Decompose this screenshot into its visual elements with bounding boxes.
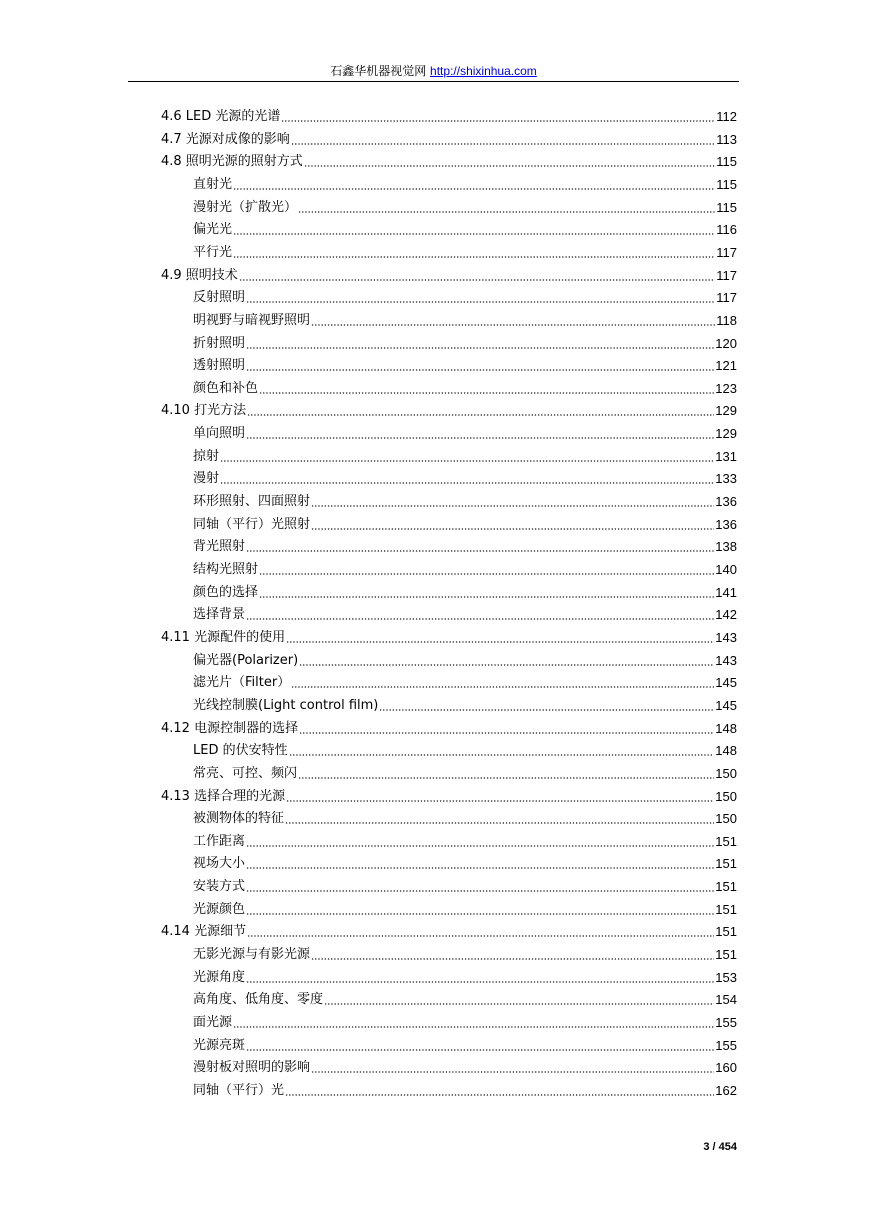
toc-entry-title: 安装方式 <box>193 879 246 895</box>
toc-entry-page: 151 <box>715 901 737 917</box>
toc-entry-title: 工作距离 <box>193 833 246 849</box>
toc-entry-page: 143 <box>715 629 737 645</box>
toc-entry-title: 4.9 照明技术 <box>161 267 238 283</box>
toc-leader-dots <box>233 232 715 236</box>
toc-entry[interactable] <box>193 1033 737 1055</box>
toc-entry-title: 4.12 电源控制器的选择 <box>161 720 299 736</box>
toc-entry-page: 129 <box>715 403 737 419</box>
toc-entry[interactable] <box>193 874 737 896</box>
toc-entry-title: 漫射 <box>193 471 220 487</box>
toc-leader-dots <box>286 799 714 803</box>
toc-entry-title: 4.11 光源配件的使用 <box>161 629 286 645</box>
toc-entry[interactable] <box>161 625 737 647</box>
toc-entry-page: 115 <box>716 176 737 192</box>
toc-leader-dots <box>246 617 714 621</box>
toc-entry-title: 光源亮斑 <box>193 1037 246 1053</box>
toc-leader-dots <box>304 164 715 168</box>
toc-entry-title: 视场大小 <box>193 856 246 872</box>
toc-entry[interactable] <box>193 851 737 873</box>
toc-entry[interactable] <box>161 149 737 171</box>
toc-entry[interactable] <box>193 308 737 330</box>
toc-entry[interactable] <box>161 127 737 149</box>
toc-entry-page: 120 <box>715 335 737 351</box>
toc-entry-page: 118 <box>716 312 737 328</box>
toc-entry-title: 透射照明 <box>193 358 246 374</box>
toc-entry[interactable] <box>193 489 737 511</box>
toc-entry-title: LED 的伏安特性 <box>193 743 288 759</box>
toc-entry-title: 偏光器(Polarizer) <box>193 652 299 668</box>
toc-leader-dots <box>379 708 714 712</box>
toc-entry-page: 160 <box>715 1060 737 1076</box>
toc-entry-page: 151 <box>715 947 737 963</box>
toc-leader-dots <box>233 187 715 191</box>
toc-entry[interactable] <box>161 104 737 126</box>
toc-entry[interactable] <box>161 784 737 806</box>
toc-entry-page: 153 <box>715 969 737 985</box>
toc-leader-dots <box>246 300 715 304</box>
toc-entry-page: 129 <box>715 426 737 442</box>
toc-entry[interactable] <box>193 942 737 964</box>
toc-entry[interactable] <box>193 444 737 466</box>
toc-entry-title: 无影光源与有影光源 <box>193 947 311 963</box>
site-url-link[interactable]: http://shixinhua.com <box>430 64 537 78</box>
toc-entry-page: 151 <box>715 879 737 895</box>
toc-entry-page: 145 <box>715 697 737 713</box>
toc-entry[interactable] <box>193 987 737 1009</box>
toc-entry-page: 112 <box>716 109 737 124</box>
toc-entry-title: 漫射板对照明的影响 <box>193 1060 311 1076</box>
toc-entry[interactable] <box>193 240 737 262</box>
toc-leader-dots <box>291 685 714 689</box>
site-name: 石鑫华机器视觉网 <box>330 64 427 78</box>
toc-entry[interactable] <box>193 1010 737 1032</box>
toc-entry[interactable] <box>193 376 737 398</box>
toc-leader-dots <box>311 527 714 531</box>
toc-leader-dots <box>289 753 715 757</box>
toc-entry-page: 148 <box>715 743 737 759</box>
toc-leader-dots <box>246 912 714 916</box>
toc-entry-title: 平行光 <box>193 244 233 260</box>
toc-entry-title: 环形照射、四面照射 <box>193 494 311 510</box>
toc-entry-page: 151 <box>715 856 737 872</box>
toc-leader-dots <box>246 980 714 984</box>
toc-leader-dots <box>311 504 714 508</box>
toc-entry-page: 141 <box>715 584 737 600</box>
toc-entry-title: 4.6 LED 光源的光谱 <box>161 109 281 124</box>
toc-leader-dots <box>246 346 714 350</box>
toc-entry-page: 138 <box>715 539 737 555</box>
toc-entry-page: 131 <box>715 448 737 464</box>
toc-entry-page: 155 <box>715 1037 737 1053</box>
toc-leader-dots <box>246 844 714 848</box>
toc-entry[interactable] <box>193 557 737 579</box>
toc-entry-page: 117 <box>716 244 737 260</box>
toc-entry-page: 113 <box>716 131 737 147</box>
toc-entry[interactable] <box>193 965 737 987</box>
toc-leader-dots <box>246 368 714 372</box>
header-divider <box>128 81 739 82</box>
toc-leader-dots <box>311 323 715 327</box>
toc-leader-dots <box>259 572 714 576</box>
toc-entry[interactable] <box>161 716 737 738</box>
toc-entry[interactable] <box>193 172 737 194</box>
toc-leader-dots <box>246 436 714 440</box>
toc-entry-title: 颜色的选择 <box>193 584 259 600</box>
toc-entry-page: 133 <box>715 471 737 487</box>
toc-leader-dots <box>291 142 715 146</box>
toc-entry[interactable] <box>193 806 737 828</box>
toc-entry[interactable] <box>193 693 737 715</box>
toc-leader-dots <box>259 391 714 395</box>
toc-entry[interactable] <box>193 195 737 217</box>
toc-entry[interactable] <box>193 466 737 488</box>
toc-entry-title: 4.13 选择合理的光源 <box>161 788 286 804</box>
toc-entry-title: 光源角度 <box>193 969 246 985</box>
toc-entry[interactable] <box>193 897 737 919</box>
toc-entry[interactable] <box>193 761 737 783</box>
toc-entry[interactable] <box>193 602 737 624</box>
toc-entry-title: 滤光片（Filter） <box>193 675 291 691</box>
toc-entry-page: 115 <box>716 154 737 170</box>
toc-entry-title: 偏光光 <box>193 222 233 238</box>
toc-entry[interactable] <box>193 1055 737 1077</box>
toc-leader-dots <box>311 957 714 961</box>
toc-entry-page: 155 <box>715 1015 737 1030</box>
toc-entry[interactable] <box>193 217 737 239</box>
toc-entry-title: 折射照明 <box>193 335 246 351</box>
toc-entry-title: 4.8 照明光源的照射方式 <box>161 154 303 170</box>
toc-leader-dots <box>247 934 714 938</box>
toc-entry[interactable] <box>193 534 737 556</box>
toc-entry-title: 同轴（平行）光照射 <box>193 516 311 532</box>
toc-entry[interactable] <box>193 580 737 602</box>
toc-entry-title: 4.7 光源对成像的影响 <box>161 131 290 147</box>
toc-leader-dots <box>286 640 714 644</box>
toc-leader-dots <box>259 595 714 599</box>
toc-entry[interactable] <box>193 353 737 375</box>
page-number: 3 / 454 <box>703 1141 737 1153</box>
toc-entry[interactable] <box>193 670 737 692</box>
toc-entry-title: 光源颜色 <box>193 901 246 917</box>
toc-entry-title: 面光源 <box>193 1015 233 1030</box>
toc-entry[interactable] <box>161 398 737 420</box>
toc-entry-title: 漫射光（扩散光） <box>193 199 298 215</box>
toc-leader-dots <box>220 481 714 485</box>
toc-entry[interactable] <box>193 421 737 443</box>
toc-leader-dots <box>246 549 714 553</box>
toc-entry-title: 被测物体的特征 <box>193 811 285 827</box>
toc-entry[interactable] <box>161 263 737 285</box>
toc-entry[interactable] <box>193 512 737 534</box>
toc-leader-dots <box>285 821 714 825</box>
toc-entry-page: 115 <box>716 199 737 215</box>
toc-leader-dots <box>233 1025 714 1029</box>
toc-leader-dots <box>247 413 714 417</box>
toc-leader-dots <box>246 1048 714 1052</box>
toc-entry-title: 直射光 <box>193 176 233 192</box>
toc-leader-dots <box>220 459 714 463</box>
toc-entry[interactable] <box>193 738 737 760</box>
toc-entry[interactable] <box>161 919 737 941</box>
toc-entry-page: 116 <box>716 222 737 238</box>
toc-entry[interactable] <box>193 1078 737 1100</box>
toc-entry-title: 明视野与暗视野照明 <box>193 312 311 328</box>
toc-entry-page: 151 <box>715 924 737 940</box>
toc-leader-dots <box>298 210 715 214</box>
toc-entry-title: 4.10 打光方法 <box>161 403 247 419</box>
toc-entry[interactable] <box>193 829 737 851</box>
toc-leader-dots <box>299 731 714 735</box>
toc-leader-dots <box>285 1093 714 1097</box>
toc-entry-page: 136 <box>715 516 737 532</box>
toc-entry[interactable] <box>193 648 737 670</box>
toc-entry[interactable] <box>193 285 737 307</box>
toc-entry-page: 148 <box>715 720 737 736</box>
toc-leader-dots <box>233 255 715 259</box>
toc-entry-title: 常亮、可控、频闪 <box>193 765 298 781</box>
toc-entry-title: 背光照射 <box>193 539 246 555</box>
toc-entry-title: 单向照明 <box>193 426 246 442</box>
toc-entry-title: 选择背景 <box>193 607 246 623</box>
toc-entry-title: 高角度、低角度、零度 <box>193 992 324 1008</box>
toc-entry-page: 123 <box>715 380 737 396</box>
toc-entry-title: 结构光照射 <box>193 562 259 577</box>
toc-leader-dots <box>324 1002 714 1006</box>
toc-entry-page: 162 <box>715 1082 737 1098</box>
toc-entry-title: 同轴（平行）光 <box>193 1082 285 1098</box>
toc-entry-page: 150 <box>715 788 737 804</box>
toc-entry-page: 136 <box>715 494 737 510</box>
toc-entry[interactable] <box>193 331 737 353</box>
toc-entry-page: 121 <box>715 358 737 374</box>
toc-leader-dots <box>311 1070 714 1074</box>
toc-leader-dots <box>298 776 714 780</box>
toc-entry-title: 光线控制膜(Light control film) <box>193 697 379 713</box>
toc-entry-page: 117 <box>716 267 737 283</box>
toc-leader-dots <box>246 866 714 870</box>
toc-leader-dots <box>239 278 715 282</box>
toc-entry-page: 117 <box>716 290 737 306</box>
toc-entry-page: 145 <box>715 675 737 691</box>
toc-leader-dots <box>281 119 715 123</box>
toc-entry-page: 150 <box>715 765 737 781</box>
toc-entry-page: 151 <box>715 833 737 849</box>
toc-entry-page: 142 <box>715 607 737 623</box>
toc-entry-page: 154 <box>715 992 737 1008</box>
toc-entry-title: 4.14 光源细节 <box>161 924 247 940</box>
toc-entry-title: 掠射 <box>193 448 220 464</box>
toc-entry-title: 反射照明 <box>193 290 246 306</box>
toc-leader-dots <box>299 663 714 667</box>
toc-entry-page: 143 <box>715 652 737 668</box>
toc-entry-page: 140 <box>715 562 737 577</box>
toc-leader-dots <box>246 889 714 893</box>
page-header <box>128 62 739 80</box>
toc-entry-title: 颜色和补色 <box>193 380 259 396</box>
toc-entry-page: 150 <box>715 811 737 827</box>
